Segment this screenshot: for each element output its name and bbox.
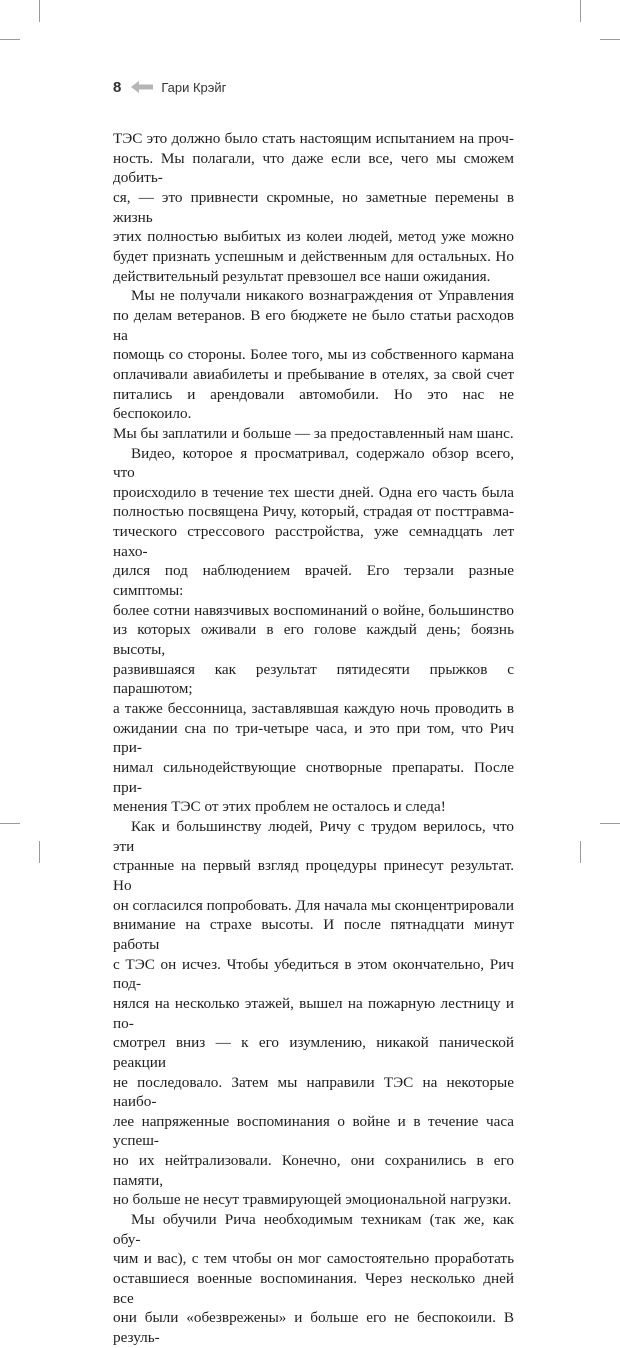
text-line: лее напряженные воспоминания о войне и в течение часа успеш- xyxy=(113,1112,514,1150)
text-line: ТЭС это должно было стать настоящим испытанием на проч- xyxy=(113,130,514,147)
crop-mark-left-top xyxy=(0,39,20,40)
text-line: действительный результат превзошел все наши ожидания. xyxy=(113,267,491,285)
text-line: смотрел вниз — к его изумлению, никакой панической реакции xyxy=(113,1034,514,1071)
text-line: развившаяся как результат пятидесяти прыжков с парашютом; xyxy=(113,660,514,698)
paragraph xyxy=(113,286,514,443)
text-line: питались и арендовали автомобили. Но это нас не беспокоило. xyxy=(113,385,514,423)
text-line: будет признать успешным и действенным для остальных. Но xyxy=(113,247,514,265)
text-line: происходило в течение тех шести дней. Одна его часть была xyxy=(113,483,514,501)
text-line: ся, — это привнести скромные, но заметные перемены в жизнь xyxy=(113,188,514,226)
text-line: но их нейтрализовали. Конечно, они сохранились в его памяти, xyxy=(113,1152,514,1189)
body-text xyxy=(113,129,514,1348)
text-line: более сотни навязчивых воспоминаний о войне, большинство xyxy=(113,601,514,619)
crop-mark-top-left xyxy=(39,0,40,22)
running-head-author: Гари Крэйг xyxy=(161,79,227,95)
text-line: они были «обезврежены» и больше его не беспокоили. В резуль- xyxy=(113,1309,514,1347)
text-line: Мы не получали никакого вознаграждения от Управления xyxy=(131,287,514,305)
text-line: оставшиеся военные воспоминания. Через несколько дней все xyxy=(113,1270,514,1307)
text-line: нимал сильнодействующие снотворные препараты. После при- xyxy=(113,759,514,796)
crop-mark-right-bottom xyxy=(600,823,620,824)
page-header xyxy=(113,76,226,98)
text-line: этих полностью выбитых из колеи людей, метод уже можно xyxy=(113,228,514,246)
text-line: Как и большинству людей, Ричу с трудом верилось, что эти xyxy=(113,817,514,855)
crop-mark-left-bottom xyxy=(0,823,20,824)
text-line: странные на первый взгляд процедуры принесут результат. Но xyxy=(113,857,514,894)
page-number: 8 xyxy=(113,78,122,96)
paragraph xyxy=(113,444,514,817)
text-line: ность. Мы полагали, что даже если все, чего мы сможем добить- xyxy=(113,149,514,187)
paragraph xyxy=(113,1210,514,1348)
text-line: а также бессонница, заставлявшая каждую ночь проводить в xyxy=(113,700,514,718)
crop-mark-top-right xyxy=(580,0,581,22)
text-line: ожидании сна по три-четыре часа, и это при том, что Рич при- xyxy=(113,719,514,757)
text-line: из которых оживали в его голове каждый день; боязнь высоты, xyxy=(113,621,514,659)
crop-mark-bottom-left xyxy=(39,841,40,863)
text-line: дился под наблюдением врачей. Его терзали разные симптомы: xyxy=(113,562,514,600)
text-line: по делам ветеранов. В его бюджете не было статьи расходов на xyxy=(113,306,514,344)
text-line: не последовало. Затем мы направили ТЭС на некоторые наибо- xyxy=(113,1073,514,1111)
text-line: Видео, которое я просматривал, содержало обзор всего, что xyxy=(113,444,514,482)
crop-mark-right-top xyxy=(600,39,620,40)
crop-mark-bottom-right xyxy=(580,841,581,863)
paragraph xyxy=(113,129,514,286)
text-line: с ТЭС он исчез. Чтобы убедиться в этом окончательно, Рич под- xyxy=(113,955,514,993)
text-line: Мы обучили Рича необходимым техникам (так же, как обу- xyxy=(113,1211,514,1248)
text-line: Мы бы заплатили и больше — за предоставленный нам шанс. xyxy=(113,424,514,442)
text-line: тического стрессового расстройства, уже семнадцать лет нахо- xyxy=(113,523,514,560)
text-line: менения ТЭС от этих проблем не осталось и следа! xyxy=(113,798,446,816)
text-line: полностью посвящена Ричу, который, страдая от посттравма- xyxy=(113,503,514,521)
text-line: оплачивали авиабилеты и пребывание в отелях, за свой счет xyxy=(113,365,514,383)
text-line: чим и вас), с тем чтобы он мог самостоятельно проработать xyxy=(113,1250,514,1268)
text-line: помощь со стороны. Более того, мы из собственного кармана xyxy=(113,346,514,364)
text-line: внимание на страхе высоты. И после пятнадцати минут работы xyxy=(113,916,514,953)
text-line: но больше не несут травмирующей эмоциональной нагрузки. xyxy=(113,1191,512,1209)
text-line: нялся на несколько этажей, вышел на пожарную лестницу и по- xyxy=(113,994,514,1032)
arrow-left-icon xyxy=(131,81,153,93)
paragraph xyxy=(113,817,514,1210)
text-line: он согласился попробовать. Для начала мы сконцентрировали xyxy=(113,896,515,914)
